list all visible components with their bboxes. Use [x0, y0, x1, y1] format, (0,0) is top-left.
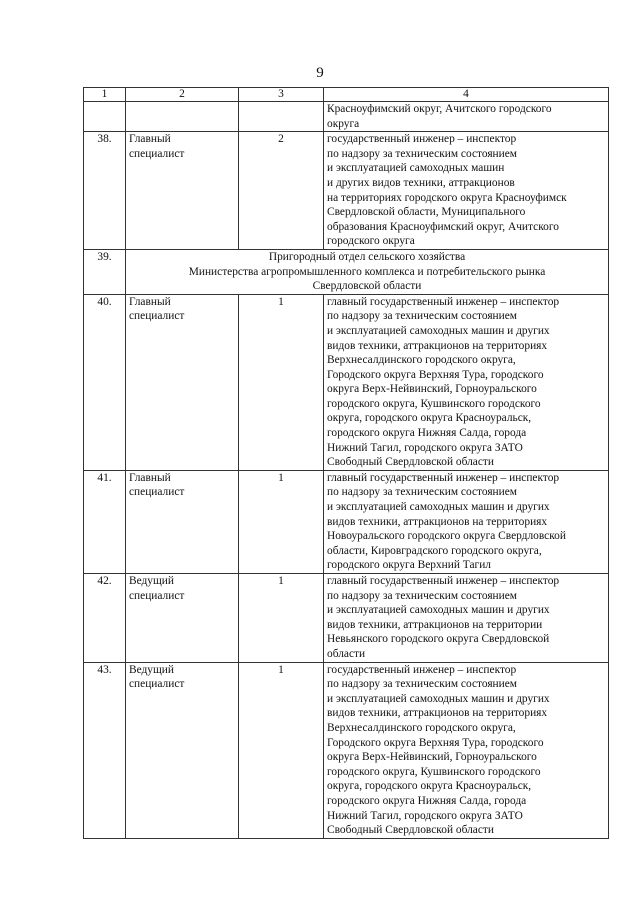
- text-line: городского округа Нижняя Салда, города: [327, 794, 527, 807]
- text-line: видов техники, аттракционов на территориях: [327, 515, 548, 528]
- text-line: Нижний Тагил, городского округа ЗАТО: [327, 809, 523, 822]
- row-number: 42.: [84, 574, 126, 663]
- column-header: 4: [324, 88, 609, 102]
- empty-cell: [239, 102, 324, 132]
- text-line: Нижний Тагил, городского округа ЗАТО: [327, 441, 523, 454]
- text-line: Ведущий: [129, 575, 174, 587]
- staff-count: 1: [239, 574, 324, 663]
- text-line: округа: [327, 117, 360, 130]
- text-line: Свердловской области, Муниципального: [327, 206, 526, 219]
- department-title: [126, 249, 609, 294]
- text-line: видов техники, аттракционов на территории: [327, 618, 543, 631]
- position-title: [126, 470, 239, 573]
- text-line: Городского округа Верхняя Тура, городского: [327, 368, 544, 381]
- text-line: Новоуральского городского округа Свердловской: [327, 530, 566, 543]
- text-line: Главный: [129, 295, 171, 308]
- text-line: государственный инженер – инспектор: [327, 663, 517, 676]
- text-line: городского округа, Кушвинского городского: [327, 397, 541, 410]
- position-title: [126, 132, 239, 250]
- row-number: 40.: [84, 294, 126, 470]
- text-line: и эксплуатацией самоходных машин: [327, 162, 505, 175]
- column-header: 3: [239, 88, 324, 102]
- text-line: по надзору за техническим состоянием: [327, 589, 518, 602]
- text-line: по надзору за техническим состоянием: [327, 678, 518, 691]
- staff-count: 1: [239, 294, 324, 470]
- text-line: Пригородный отдел сельского хозяйства: [268, 250, 466, 263]
- text-line: Верхнесалдинского городского округа,: [327, 721, 516, 734]
- text-line: специалист: [129, 147, 185, 160]
- text-line: и эксплуатацией самоходных машин и других: [327, 324, 550, 337]
- text-line: Красноуфимский округ, Ачитского городского: [327, 103, 552, 115]
- staff-table: [83, 87, 609, 839]
- text-line: городского округа, Кушвинского городского: [327, 765, 541, 778]
- text-line: Министерства агропромышленного комплекса и потребительского рынка: [188, 265, 546, 278]
- text-line: образования Красноуфимский округ, Ачитского: [327, 220, 559, 233]
- text-line: главный государственный инженер – инспектор: [327, 575, 560, 587]
- text-line: специалист: [129, 589, 185, 602]
- position-description: [324, 132, 609, 250]
- text-line: округа, городского округа Красноуральск,: [327, 412, 532, 425]
- text-line: по надзору за техническим состоянием: [327, 486, 518, 499]
- text-line: округа Верх-Нейвинский, Горноуральского: [327, 751, 537, 764]
- column-header: 2: [126, 88, 239, 102]
- row-number: 38.: [84, 132, 126, 250]
- text-line: по надзору за техническим состоянием: [327, 147, 518, 160]
- text-line: Главный: [129, 133, 171, 146]
- table-row: [84, 132, 609, 250]
- text-line: на территориях городского округа Красноуфимск: [327, 191, 567, 204]
- text-line: и других видов техники, аттракционов: [327, 176, 515, 189]
- text-line: специалист: [129, 678, 185, 691]
- text-line: главный государственный инженер – инспектор: [327, 295, 560, 308]
- position-title: [126, 574, 239, 663]
- position-description: [324, 470, 609, 573]
- text-line: Верхнесалдинского городского округа,: [327, 354, 516, 367]
- position-description: [324, 294, 609, 470]
- department-row: [84, 249, 609, 294]
- text-line: области: [327, 647, 366, 660]
- continuation-row: [84, 102, 609, 132]
- text-line: Свердловской области: [312, 280, 422, 293]
- text-line: округа, городского округа Красноуральск,: [327, 780, 532, 793]
- text-line: Свободный Свердловской области: [327, 824, 494, 837]
- text-line: округа Верх-Нейвинский, Горноуральского: [327, 383, 537, 396]
- page-number: 9: [316, 65, 324, 81]
- row-number: 43.: [84, 662, 126, 838]
- table-header-row: [84, 88, 609, 102]
- position-description: [324, 662, 609, 838]
- text-line: государственный инженер – инспектор: [327, 133, 517, 146]
- position-title: [126, 662, 239, 838]
- table-row: [84, 294, 609, 470]
- empty-cell: [126, 102, 239, 132]
- continuation-text: [324, 102, 609, 132]
- row-number: 41.: [84, 470, 126, 573]
- column-header: 1: [84, 88, 126, 102]
- text-line: по надзору за техническим состоянием: [327, 310, 518, 323]
- text-line: Свободный Свердловской области: [327, 456, 494, 469]
- text-line: Невьянского городского округа Свердловской: [327, 633, 550, 646]
- staff-count: 2: [239, 132, 324, 250]
- text-line: специалист: [129, 486, 185, 499]
- text-line: видов техники, аттракционов на территориях: [327, 707, 548, 720]
- staff-count: 1: [239, 470, 324, 573]
- text-line: и эксплуатацией самоходных машин и других: [327, 604, 550, 617]
- text-line: и эксплуатацией самоходных машин и других: [327, 692, 550, 705]
- table-row: [84, 470, 609, 573]
- text-line: видов техники, аттракционов на территориях: [327, 339, 548, 352]
- text-line: Главный: [129, 471, 171, 484]
- position-title: [126, 294, 239, 470]
- text-line: Ведущий: [129, 663, 174, 676]
- text-line: специалист: [129, 310, 185, 323]
- text-line: городского округа Верхний Тагил: [327, 559, 491, 572]
- text-line: области, Кировградского городского округа,: [327, 544, 542, 557]
- table-row: [84, 662, 609, 838]
- text-line: городского округа Нижняя Салда, города: [327, 427, 527, 440]
- table-row: [84, 574, 609, 663]
- position-description: [324, 574, 609, 663]
- text-line: и эксплуатацией самоходных машин и других: [327, 501, 550, 514]
- text-line: главный государственный инженер – инспектор: [327, 471, 560, 484]
- text-line: Городского округа Верхняя Тура, городского: [327, 736, 544, 749]
- text-line: городского округа: [327, 235, 415, 248]
- staff-count: 1: [239, 662, 324, 838]
- empty-cell: [84, 102, 126, 132]
- row-number: 39.: [84, 249, 126, 294]
